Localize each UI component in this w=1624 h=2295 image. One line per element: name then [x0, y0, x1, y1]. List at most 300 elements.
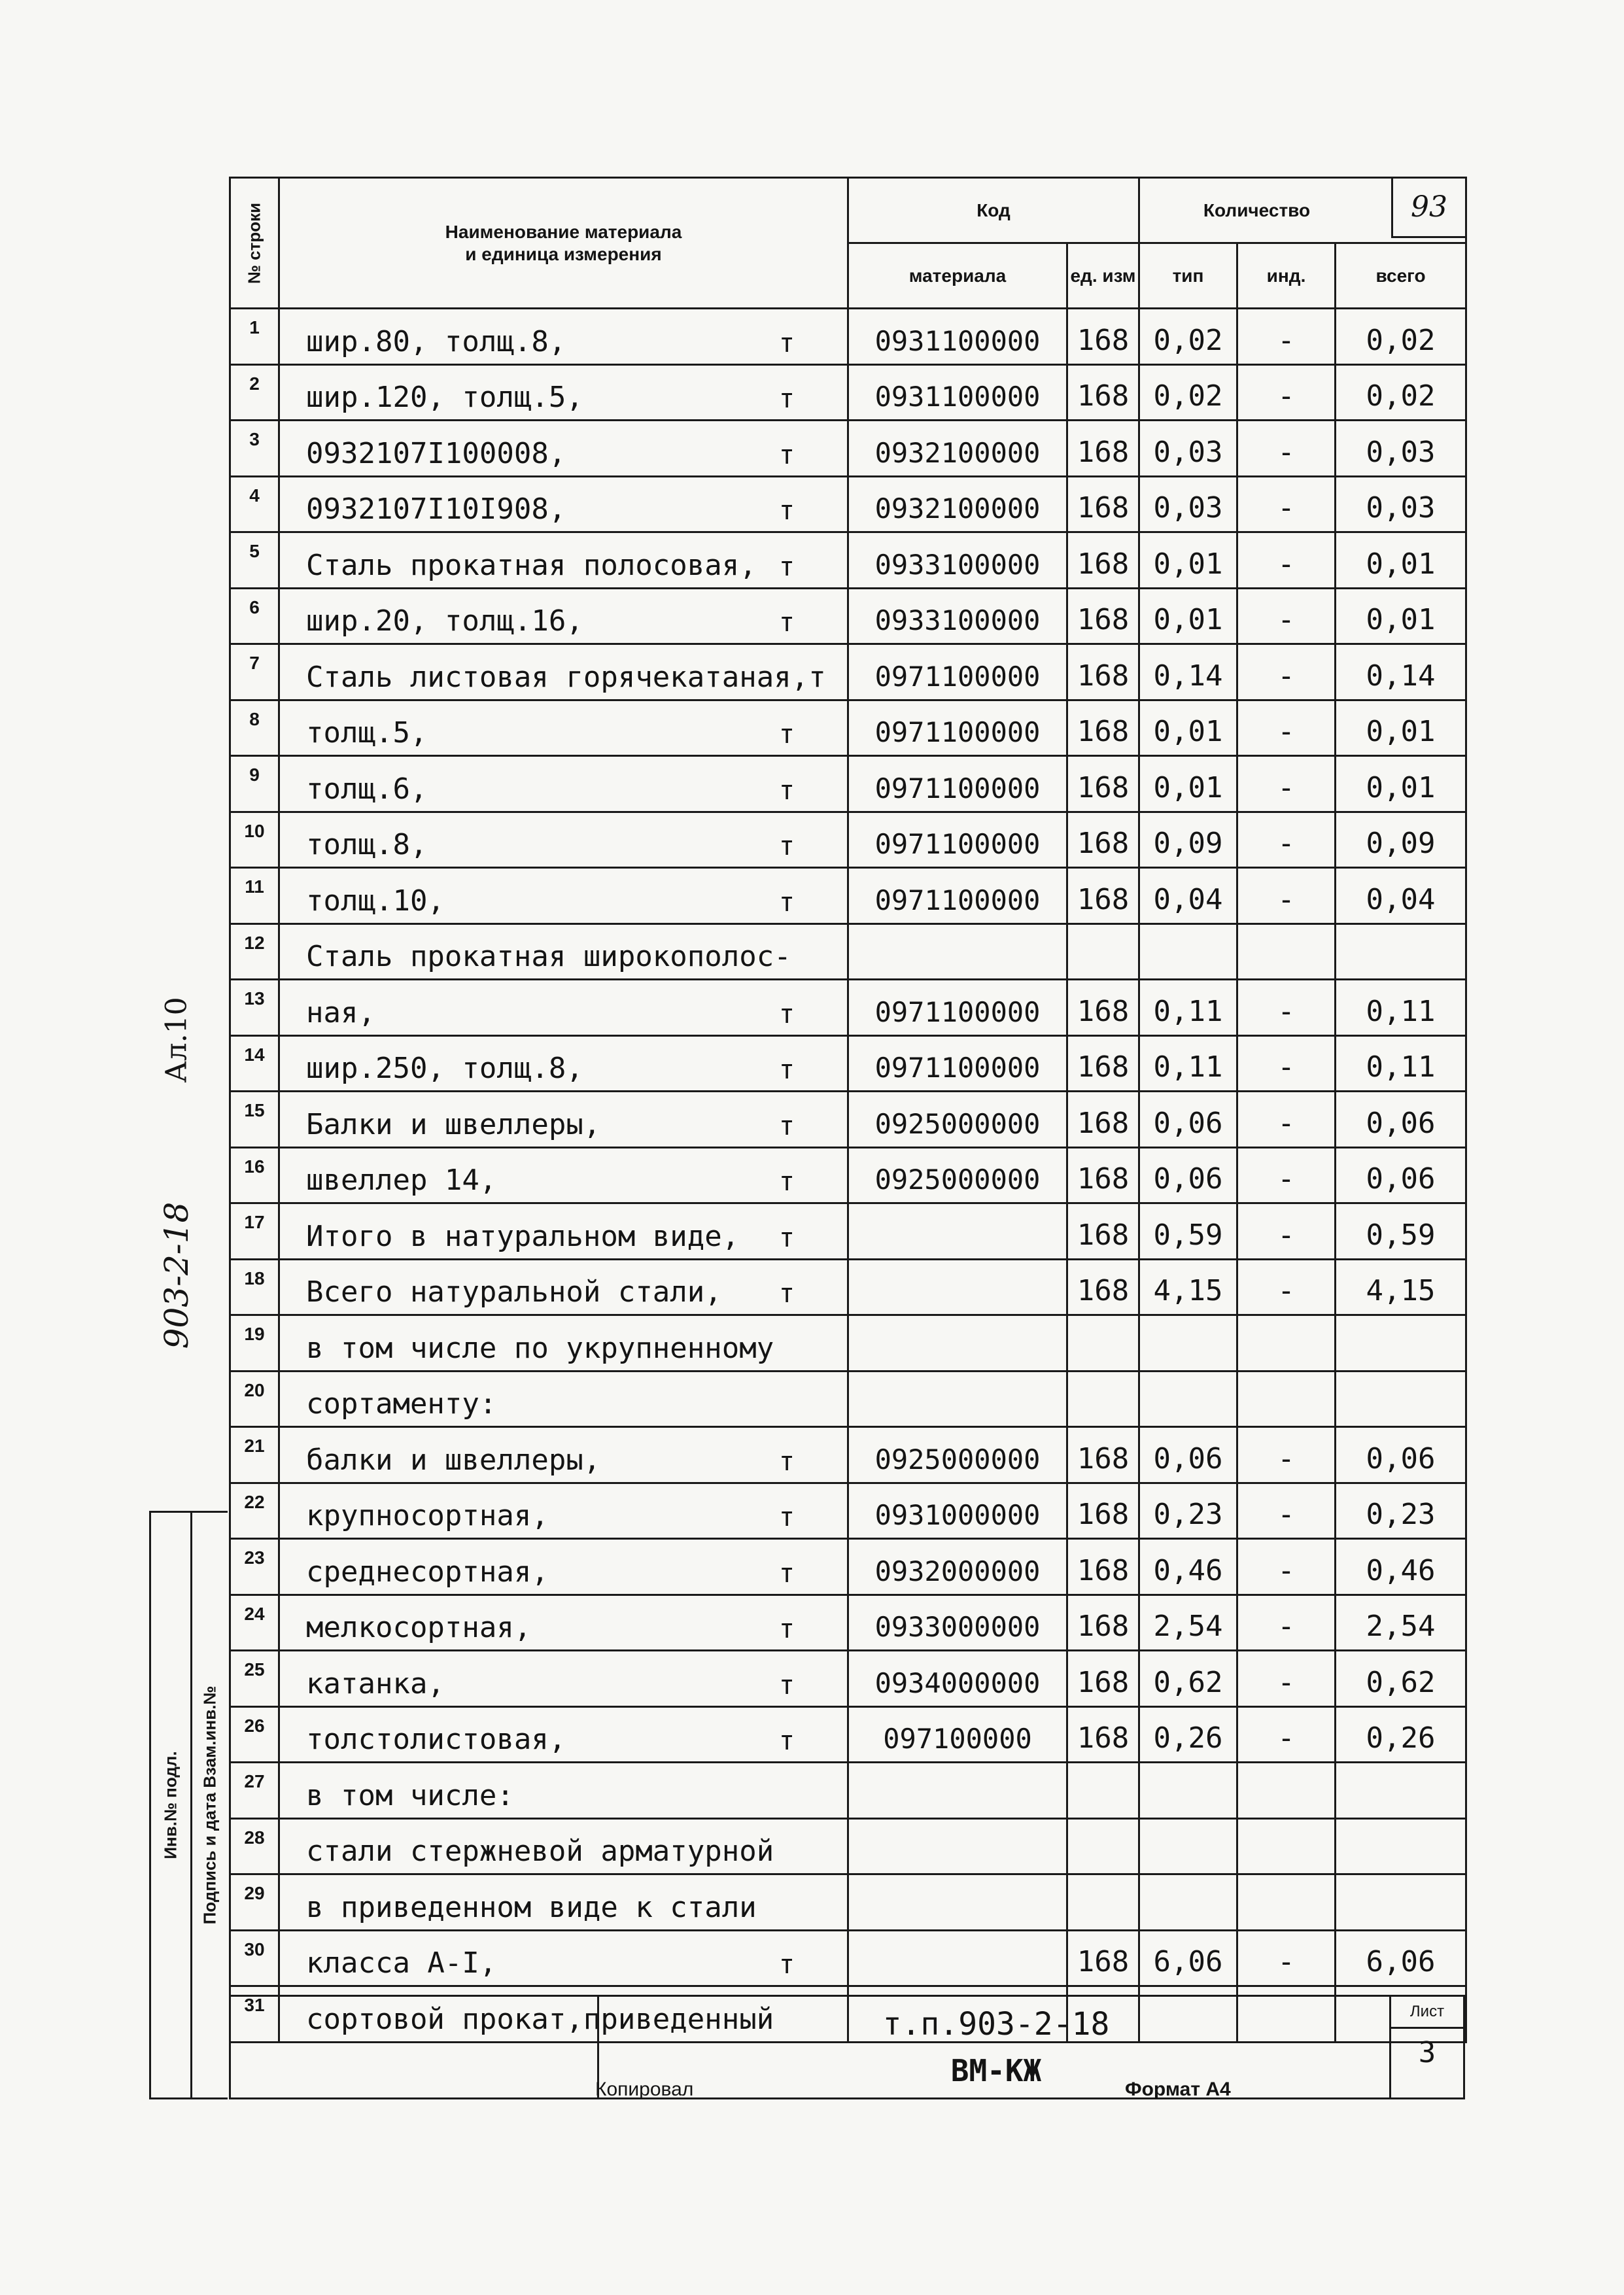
material-name-text: толщ.5,	[306, 716, 428, 750]
quantity-individual: -	[1237, 1483, 1336, 1539]
row-number: 24	[230, 1595, 279, 1651]
row-number: 8	[230, 700, 279, 756]
specification-sheet	[229, 177, 1465, 2088]
material-name	[279, 756, 848, 812]
table-row	[230, 700, 1466, 756]
quantity-individual: -	[1237, 1035, 1336, 1092]
material-name-text: в том числе по укрупненному	[306, 1331, 774, 1365]
unit-code: 168	[1067, 476, 1139, 532]
row-number: 9	[230, 756, 279, 812]
material-code: 0925000000	[848, 1092, 1067, 1148]
material-name	[279, 644, 848, 700]
footer-format: Формат А4	[1125, 2079, 1231, 2100]
material-name	[279, 1315, 848, 1372]
quantity-individual	[1237, 1763, 1336, 1819]
unit-code	[1067, 1874, 1139, 1931]
unit-mark: т	[778, 328, 795, 358]
material-name	[279, 421, 848, 477]
material-name-text: шир.80, толщ.8,	[306, 324, 566, 358]
material-code: 0971100000	[848, 1035, 1067, 1092]
unit-mark: т	[778, 1167, 795, 1197]
material-name-text: стали стержневой арматурной	[306, 1835, 774, 1868]
quantity-type: 0,03	[1139, 421, 1237, 477]
table-row	[230, 756, 1466, 812]
material-code	[848, 1763, 1067, 1819]
unit-mark: т	[778, 1111, 795, 1141]
material-name-text: сортовой прокат,приведенный	[306, 2002, 774, 2036]
material-name-text: Сталь прокатная полосовая,	[306, 548, 757, 582]
material-name	[279, 1092, 848, 1148]
table-row	[230, 1147, 1466, 1203]
row-number: 22	[230, 1483, 279, 1539]
side-project-mark	[150, 968, 203, 1373]
row-number: 19	[230, 1315, 279, 1372]
material-code: 0932100000	[848, 421, 1067, 477]
row-number: 12	[230, 923, 279, 980]
material-code: 0971100000	[848, 700, 1067, 756]
material-name-text: в приведенном виде к стали	[306, 1890, 757, 1924]
unit-mark: т	[778, 440, 795, 470]
quantity-type: 0,06	[1139, 1427, 1237, 1483]
quantity-type: 0,59	[1139, 1203, 1237, 1260]
table-row	[230, 421, 1466, 477]
header-qty-total: всего	[1336, 243, 1466, 309]
unit-code: 168	[1067, 588, 1139, 644]
quantity-total: 0,59	[1336, 1203, 1466, 1260]
quantity-individual: -	[1237, 532, 1336, 589]
title-block-designation	[597, 1997, 1395, 2097]
row-number: 25	[230, 1651, 279, 1707]
table-row	[230, 532, 1466, 589]
table-row	[230, 1371, 1466, 1427]
unit-mark: т	[778, 551, 795, 582]
binding-column-sign	[190, 1513, 230, 2097]
material-code: 0933100000	[848, 588, 1067, 644]
quantity-type: 0,14	[1139, 644, 1237, 700]
table-row	[230, 1818, 1466, 1874]
material-name-text: 0932107I100008,	[306, 436, 566, 470]
quantity-type: 0,01	[1139, 700, 1237, 756]
unit-code: 168	[1067, 980, 1139, 1036]
quantity-total: 0,01	[1336, 756, 1466, 812]
material-name	[279, 588, 848, 644]
quantity-type	[1139, 1874, 1237, 1931]
unit-code: 168	[1067, 644, 1139, 700]
table-row	[230, 1763, 1466, 1819]
quantity-individual: -	[1237, 868, 1336, 924]
material-code: 0971100000	[848, 812, 1067, 868]
unit-code: 168	[1067, 1651, 1139, 1707]
unit-code: 168	[1067, 532, 1139, 589]
material-code	[848, 1259, 1067, 1315]
unit-code: 168	[1067, 309, 1139, 365]
quantity-total: 0,11	[1336, 980, 1466, 1036]
header-code-group: Код	[848, 178, 1139, 243]
unit-mark: т	[778, 1279, 795, 1309]
unit-code: 168	[1067, 1427, 1139, 1483]
quantity-individual: -	[1237, 1147, 1336, 1203]
quantity-total: 0,01	[1336, 588, 1466, 644]
material-name-text: Сталь листовая горячекатаная,т	[306, 660, 826, 694]
footer-copied: Копировал	[595, 2079, 694, 2100]
material-name	[279, 476, 848, 532]
quantity-type: 0,23	[1139, 1483, 1237, 1539]
row-number: 21	[230, 1427, 279, 1483]
quantity-individual: -	[1237, 1259, 1336, 1315]
material-name	[279, 1595, 848, 1651]
material-name-text: толщ.10,	[306, 884, 445, 918]
quantity-type: 0,09	[1139, 812, 1237, 868]
quantity-type: 0,01	[1139, 532, 1237, 589]
quantity-total: 0,23	[1336, 1483, 1466, 1539]
table-row	[230, 1427, 1466, 1483]
material-name	[279, 868, 848, 924]
header-row-number: № строки	[230, 178, 279, 309]
quantity-individual: -	[1237, 1539, 1336, 1595]
quantity-type: 0,62	[1139, 1651, 1237, 1707]
material-code: 0931100000	[848, 364, 1067, 421]
table-row	[230, 980, 1466, 1036]
table-row	[230, 1595, 1466, 1651]
table-row	[230, 644, 1466, 700]
material-name-text: шир.20, толщ.16,	[306, 604, 583, 638]
material-code: 0933100000	[848, 532, 1067, 589]
title-block-empty	[231, 1997, 599, 2097]
material-name-text: мелкосортная,	[306, 1611, 532, 1644]
quantity-individual	[1237, 1315, 1336, 1372]
material-code: 0925000000	[848, 1427, 1067, 1483]
title-block	[229, 1995, 1465, 2099]
row-number: 14	[230, 1035, 279, 1092]
unit-code	[1067, 923, 1139, 980]
material-name	[279, 1763, 848, 1819]
material-name	[279, 1259, 848, 1315]
sheet-number: 3	[1418, 2036, 1436, 2069]
quantity-total: 0,09	[1336, 812, 1466, 868]
unit-code: 168	[1067, 868, 1139, 924]
table-body	[230, 309, 1466, 2043]
quantity-total	[1336, 1315, 1466, 1372]
unit-code: 168	[1067, 421, 1139, 477]
quantity-type: 0,06	[1139, 1147, 1237, 1203]
quantity-individual: -	[1237, 364, 1336, 421]
unit-code	[1067, 1763, 1139, 1819]
quantity-individual: -	[1237, 309, 1336, 365]
quantity-type: 0,04	[1139, 868, 1237, 924]
quantity-individual: -	[1237, 1595, 1336, 1651]
material-code: 097100000	[848, 1706, 1067, 1763]
unit-mark: т	[778, 1502, 795, 1532]
unit-code: 168	[1067, 1259, 1139, 1315]
material-name	[279, 923, 848, 980]
quantity-total: 0,06	[1336, 1147, 1466, 1203]
row-number: 7	[230, 644, 279, 700]
quantity-type	[1139, 1315, 1237, 1372]
row-number: 28	[230, 1818, 279, 1874]
row-number: 27	[230, 1763, 279, 1819]
material-table	[229, 177, 1467, 2043]
unit-code: 168	[1067, 1203, 1139, 1260]
quantity-type	[1139, 923, 1237, 980]
quantity-type: 0,02	[1139, 364, 1237, 421]
material-name	[279, 1203, 848, 1260]
material-name	[279, 1706, 848, 1763]
row-number: 17	[230, 1203, 279, 1260]
quantity-individual: -	[1237, 476, 1336, 532]
material-name	[279, 1818, 848, 1874]
row-number: 4	[230, 476, 279, 532]
quantity-total: 0,46	[1336, 1539, 1466, 1595]
table-row	[230, 1315, 1466, 1372]
table-row	[230, 309, 1466, 365]
unit-mark: т	[778, 1222, 795, 1253]
material-name-text: толщ.8,	[306, 828, 428, 861]
material-code: 0932000000	[848, 1539, 1067, 1595]
unit-code: 168	[1067, 1595, 1139, 1651]
quantity-type: 6,06	[1139, 1930, 1237, 1986]
unit-mark: т	[778, 1670, 795, 1700]
quantity-type: 4,15	[1139, 1259, 1237, 1315]
quantity-total: 0,06	[1336, 1092, 1466, 1148]
material-name	[279, 1371, 848, 1427]
material-name	[279, 532, 848, 589]
row-number: 16	[230, 1147, 279, 1203]
quantity-individual: -	[1237, 1706, 1336, 1763]
quantity-individual: -	[1237, 644, 1336, 700]
unit-mark: т	[778, 775, 795, 806]
material-code: 0971100000	[848, 980, 1067, 1036]
quantity-type	[1139, 1763, 1237, 1819]
quantity-individual: -	[1237, 980, 1336, 1036]
quantity-total: 0,04	[1336, 868, 1466, 924]
unit-code: 168	[1067, 700, 1139, 756]
quantity-total: 0,02	[1336, 309, 1466, 365]
table-row	[230, 1035, 1466, 1092]
quantity-individual	[1237, 923, 1336, 980]
side-project-code: 903-2-18	[158, 1201, 196, 1349]
material-name	[279, 1035, 848, 1092]
table-row	[230, 868, 1466, 924]
material-code	[848, 1315, 1067, 1372]
unit-code	[1067, 1818, 1139, 1874]
header-unit: ед. изм	[1067, 243, 1139, 309]
document-mark: ВМ-КЖ	[950, 2053, 1042, 2088]
sheet-label: Лист	[1391, 1997, 1463, 2029]
quantity-total: 0,03	[1336, 421, 1466, 477]
material-name	[279, 1539, 848, 1595]
material-name	[279, 364, 848, 421]
material-name-text: Итого в натуральном виде,	[306, 1219, 740, 1253]
material-name-text: шир.250, толщ.8,	[306, 1052, 583, 1085]
material-name-text: среднесортная,	[306, 1555, 549, 1589]
table-row	[230, 923, 1466, 980]
unit-mark: т	[778, 1055, 795, 1085]
material-code: 0971100000	[848, 644, 1067, 700]
material-name	[279, 980, 848, 1036]
unit-code: 168	[1067, 1539, 1139, 1595]
header-code-material: материала	[848, 243, 1067, 309]
row-number: 29	[230, 1874, 279, 1931]
unit-mark: т	[778, 1726, 795, 1756]
side-album-label: Ал.10	[160, 997, 194, 1083]
material-code: 0971100000	[848, 868, 1067, 924]
quantity-individual: -	[1237, 1203, 1336, 1260]
quantity-individual: -	[1237, 812, 1336, 868]
material-code: 0933000000	[848, 1595, 1067, 1651]
material-name-text: шир.120, толщ.5,	[306, 381, 583, 414]
table-row	[230, 364, 1466, 421]
row-number: 26	[230, 1706, 279, 1763]
material-name	[279, 1483, 848, 1539]
material-name	[279, 1427, 848, 1483]
material-code: 0934000000	[848, 1651, 1067, 1707]
material-name	[279, 1874, 848, 1931]
unit-mark: т	[778, 1950, 795, 1980]
unit-code: 168	[1067, 1706, 1139, 1763]
quantity-total	[1336, 1763, 1466, 1819]
material-name-text: сортаменту:	[306, 1387, 497, 1421]
quantity-total	[1336, 1874, 1466, 1931]
table-row	[230, 1483, 1466, 1539]
quantity-total: 0,11	[1336, 1035, 1466, 1092]
material-code	[848, 1874, 1067, 1931]
quantity-type: 0,06	[1139, 1092, 1237, 1148]
quantity-total: 0,14	[1336, 644, 1466, 700]
material-name-text: ная,	[306, 995, 375, 1029]
unit-mark: т	[778, 887, 795, 918]
quantity-total: 0,62	[1336, 1651, 1466, 1707]
material-code: 0931100000	[848, 309, 1067, 365]
quantity-total: 0,03	[1336, 476, 1466, 532]
material-code	[848, 1930, 1067, 1986]
material-name-text: Сталь прокатная широкополос-	[306, 940, 791, 973]
table-row	[230, 1092, 1466, 1148]
material-name-text: балки и швеллеры,	[306, 1443, 601, 1477]
row-number: 6	[230, 588, 279, 644]
quantity-individual: -	[1237, 1427, 1336, 1483]
unit-code: 168	[1067, 1483, 1139, 1539]
row-number: 13	[230, 980, 279, 1036]
unit-mark: т	[778, 999, 795, 1029]
table-row	[230, 1651, 1466, 1707]
quantity-individual: -	[1237, 756, 1336, 812]
unit-mark: т	[778, 496, 795, 526]
row-number: 18	[230, 1259, 279, 1315]
quantity-total: 0,01	[1336, 532, 1466, 589]
binding-column-inv	[151, 1513, 192, 2097]
material-code	[848, 1203, 1067, 1260]
material-name	[279, 309, 848, 365]
quantity-type: 0,02	[1139, 309, 1237, 365]
quantity-individual: -	[1237, 700, 1336, 756]
title-block-sheet	[1389, 1997, 1463, 2097]
row-number: 1	[230, 309, 279, 365]
binding-inv-label: Инв.№ подл.	[160, 1751, 181, 1859]
material-name-text: толстолистовая,	[306, 1723, 566, 1756]
unit-code: 168	[1067, 1930, 1139, 1986]
unit-code	[1067, 1371, 1139, 1427]
row-number: 3	[230, 421, 279, 477]
material-name	[279, 1651, 848, 1707]
quantity-type: 0,03	[1139, 476, 1237, 532]
quantity-individual	[1237, 1874, 1336, 1931]
material-name	[279, 812, 848, 868]
table-row	[230, 1259, 1466, 1315]
quantity-total: 2,54	[1336, 1595, 1466, 1651]
quantity-type	[1139, 1818, 1237, 1874]
quantity-type: 0,01	[1139, 756, 1237, 812]
table-row	[230, 588, 1466, 644]
quantity-total	[1336, 1371, 1466, 1427]
material-name-text: катанка,	[306, 1666, 445, 1700]
material-name-text: 0932107I10I908,	[306, 492, 566, 526]
material-name-text: толщ.6,	[306, 772, 428, 806]
row-number: 2	[230, 364, 279, 421]
material-name-text: Всего натуральной стали,	[306, 1275, 722, 1309]
material-name	[279, 700, 848, 756]
row-number: 31	[230, 1986, 279, 2043]
row-number: 20	[230, 1371, 279, 1427]
row-number: 23	[230, 1539, 279, 1595]
quantity-total: 6,06	[1336, 1930, 1466, 1986]
material-name-text: крупносортная,	[306, 1499, 549, 1532]
quantity-type: 0,01	[1139, 588, 1237, 644]
unit-code: 168	[1067, 812, 1139, 868]
quantity-total: 4,15	[1336, 1259, 1466, 1315]
document-code: т.п.903-2-18	[882, 2006, 1110, 2043]
unit-code: 168	[1067, 756, 1139, 812]
material-name	[279, 1930, 848, 1986]
unit-mark: т	[778, 1446, 795, 1477]
quantity-total	[1336, 923, 1466, 980]
table-row	[230, 476, 1466, 532]
quantity-total: 0,01	[1336, 700, 1466, 756]
material-name-text: Балки и швеллеры,	[306, 1107, 601, 1141]
quantity-individual: -	[1237, 421, 1336, 477]
material-name-text: в том числе:	[306, 1778, 514, 1812]
unit-mark: т	[778, 831, 795, 861]
quantity-total	[1336, 1818, 1466, 1874]
quantity-individual	[1237, 1371, 1336, 1427]
table-row	[230, 1874, 1466, 1931]
table-row	[230, 1930, 1466, 1986]
quantity-type: 0,11	[1139, 980, 1237, 1036]
row-number: 30	[230, 1930, 279, 1986]
quantity-individual: -	[1237, 1092, 1336, 1148]
handwritten-sheet-number: 93	[1391, 179, 1465, 238]
header-qty-individual: инд.	[1237, 243, 1336, 309]
material-code: 0925000000	[848, 1147, 1067, 1203]
quantity-type: 0,11	[1139, 1035, 1237, 1092]
quantity-type	[1139, 1371, 1237, 1427]
quantity-individual	[1237, 1818, 1336, 1874]
unit-mark: т	[778, 1614, 795, 1644]
header-qty-type: тип	[1139, 243, 1237, 309]
header-quantity-group: Количество 93	[1139, 178, 1466, 243]
quantity-type: 0,26	[1139, 1706, 1237, 1763]
table-row	[230, 1706, 1466, 1763]
unit-code: 168	[1067, 1035, 1139, 1092]
row-number: 10	[230, 812, 279, 868]
unit-mark: т	[778, 384, 795, 414]
binding-sign-label: Подпись и дата Взам.инв.№	[199, 1685, 220, 1925]
material-name	[279, 1147, 848, 1203]
row-number: 11	[230, 868, 279, 924]
quantity-individual: -	[1237, 1651, 1336, 1707]
quantity-total: 0,26	[1336, 1706, 1466, 1763]
header-material-name: Наименование материала и единица измерения	[279, 178, 848, 309]
table-row	[230, 1203, 1466, 1260]
